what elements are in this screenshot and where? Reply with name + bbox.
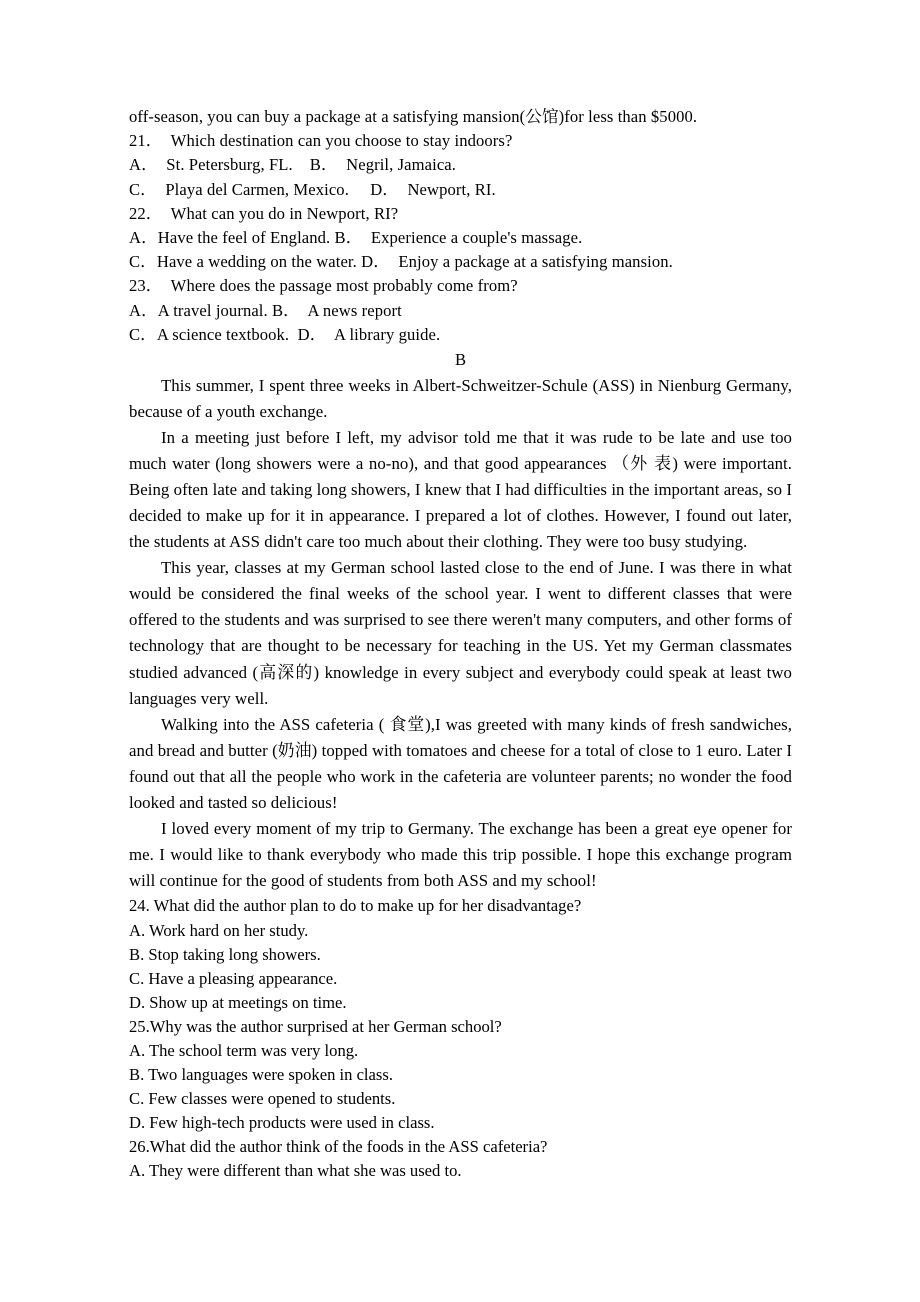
- passage-a-continuation-line: off-season, you can buy a package at a satisfying mansion(公馆)for less than $5000.: [129, 107, 698, 126]
- question-26-option-a[interactable]: A. They were different than what she was used to.: [129, 1161, 462, 1181]
- question-24-option-b[interactable]: B. Stop taking long showers.: [129, 944, 321, 964]
- question-25-option-d[interactable]: D. Few high-tech products were used in class.: [129, 1113, 435, 1133]
- page-content-area: [129, 105, 792, 1184]
- question-24-option-a[interactable]: A. Work hard on her study.: [129, 920, 309, 940]
- passage-b-paragraph-5: I loved every moment of my trip to Germany. The exchange has been a great eye opener for me. I would like to thank everybody who made this trip possible. I hope this exchange program will continue for the good of students from both ASS and my school!: [129, 819, 792, 891]
- question-22-stem: 22． What can you do in Newport, RI?: [129, 203, 399, 223]
- question-26-stem: 26.What did the author think of the foods in the ASS cafeteria?: [129, 1137, 548, 1157]
- section-b-letter: B: [454, 350, 467, 370]
- passage-b-paragraph-3: This year, classes at my German school lasted close to the end of June. I was there in what would be considered the final weeks of the school year. I went to different classes that were offered to the students and was surprised to see there weren't many computers, and other forms of technology that are thought to be necessary for teaching in the US. Yet my German classmates studied advanced (高深的) knowledge in every subject and everybody could speak at least two languages very well.: [129, 558, 792, 708]
- question-23-stem: 23． Where does the passage most probably come from?: [129, 276, 518, 296]
- question-25-option-a[interactable]: A. The school term was very long.: [129, 1040, 359, 1060]
- question-23-options-row-2[interactable]: C．A science textbook. D． A library guide.: [129, 324, 441, 344]
- question-24-stem: 24. What did the author plan to do to make up for her disadvantage?: [129, 896, 582, 916]
- passage-b-paragraph-1: This summer, I spent three weeks in Albert-Schweitzer-Schule (ASS) in Nienburg Germany, because of a youth exchange.: [129, 375, 792, 421]
- question-22-options-row-1[interactable]: A．Have the feel of England. B． Experience a couple's massage.: [129, 228, 583, 248]
- question-25-stem: 25.Why was the author surprised at her German school?: [129, 1016, 502, 1036]
- question-21-options-row-2[interactable]: C． Playa del Carmen, Mexico. D． Newport, RI.: [129, 179, 496, 199]
- question-25-option-c[interactable]: C. Few classes were opened to students.: [129, 1089, 396, 1109]
- passage-b-paragraph-4: Walking into the ASS cafeteria ( 食堂),I was greeted with many kinds of fresh sandwiches, and bread and butter (奶油) topped with tomatoes and cheese for a total of close to 1 euro. Later I found out that all the people who work in the cafeteria are volunteer parents; no wonder the food looked and tasted so delicious!: [129, 714, 792, 813]
- question-24-option-d[interactable]: D. Show up at meetings on time.: [129, 992, 347, 1012]
- question-25-option-b[interactable]: B. Two languages were spoken in class.: [129, 1065, 393, 1085]
- question-21-options-row-1[interactable]: A． St. Petersburg, FL. B． Negril, Jamaica.: [129, 155, 457, 175]
- question-21-stem: 21． Which destination can you choose to stay indoors?: [129, 131, 513, 151]
- question-22-options-row-2[interactable]: C．Have a wedding on the water. D． Enjoy a package at a satisfying mansion.: [129, 252, 673, 272]
- question-23-options-row-1[interactable]: A．A travel journal. B． A news report: [129, 300, 402, 320]
- question-24-option-c[interactable]: C. Have a pleasing appearance.: [129, 968, 338, 988]
- passage-b-paragraph-2: In a meeting just before I left, my advisor told me that it was rude to be late and use too much water (long showers were a no-no), and that good appearances （外 表) were important. Being often late and taking long showers, I knew that I had difficulties in the important areas, so I decided to make up for it in appearance. I prepared a lot of clothes. However, I found out later, the students at ASS didn't care too much about their clothing. They were too busy studying.: [129, 427, 792, 552]
